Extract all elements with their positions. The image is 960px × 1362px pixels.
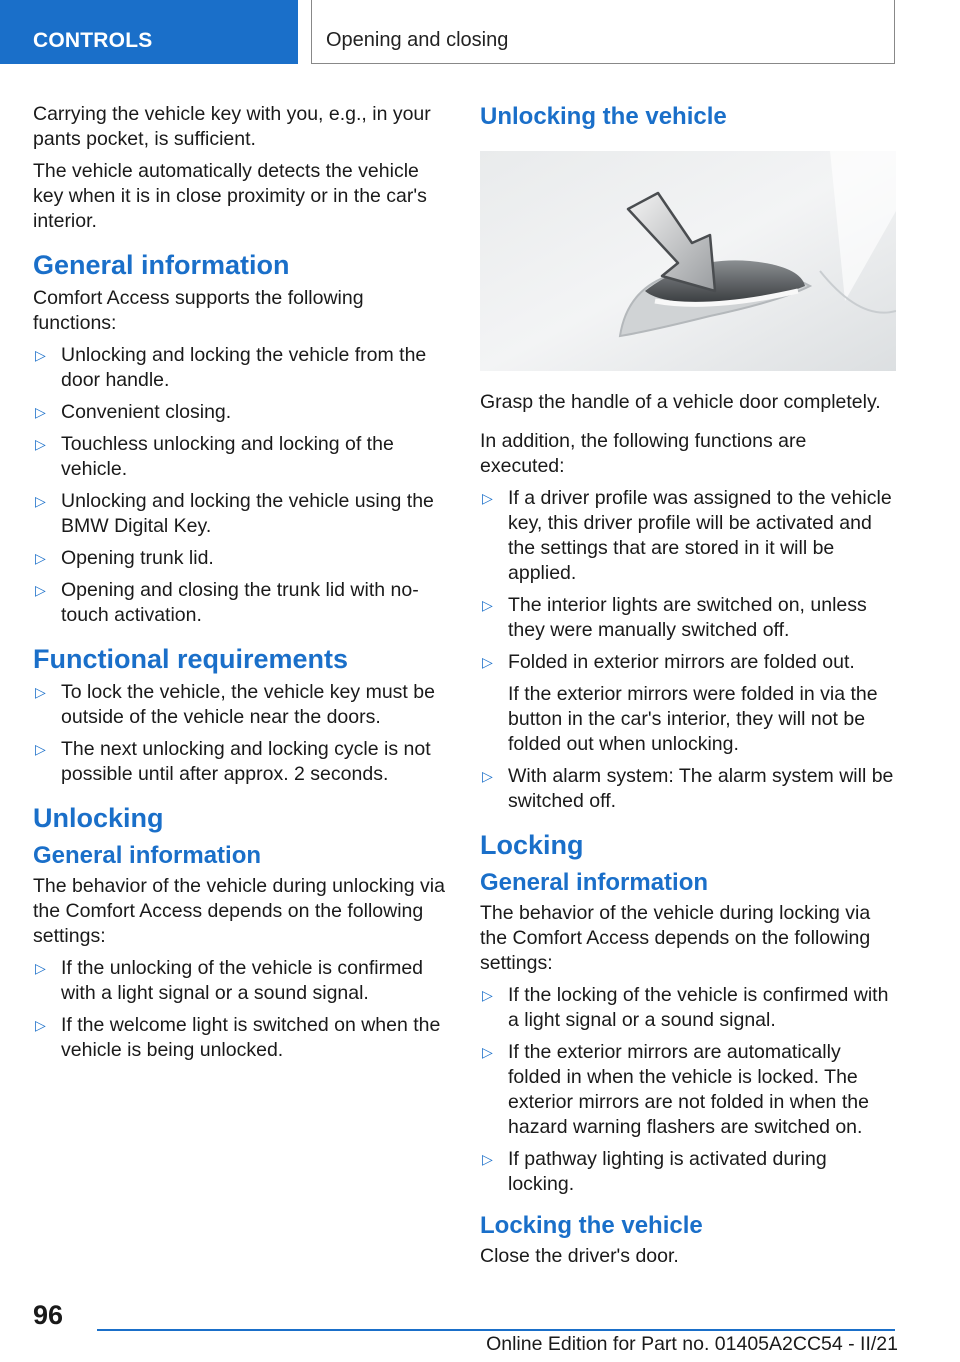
list-item: ▷ Opening trunk lid. <box>35 547 214 569</box>
list-item: ▷ Touchless unlocking and locking of the vehicle. <box>35 433 394 480</box>
intro-paragraph-1: Carrying the vehicle key with you, e.g., in your pants pocket, is sufficient. <box>33 103 431 150</box>
list-item: ▷ If the welcome light is switched on when the vehicle is being unlocked. <box>35 1014 441 1061</box>
list-item: ▷ If pathway lighting is activated during locking. <box>482 1148 827 1195</box>
list-item: ▷ Unlocking and locking the vehicle from the door handle. <box>35 344 427 391</box>
bullet-icon: ▷ <box>482 1044 493 1060</box>
subheading-locking-general: General information <box>480 869 709 896</box>
bullet-icon: ▷ <box>35 741 46 757</box>
unlocking-paragraph: The behavior of the vehicle during unlocking via the Comfort Access depends on the following settings: <box>33 875 445 947</box>
list-item: ▷ If the locking of the vehicle is confirmed with a light signal or a sound signal. <box>482 984 889 1031</box>
bullet-icon: ▷ <box>482 1151 493 1167</box>
list-item: ▷ If the exterior mirrors are automatically folded in when the vehicle is locked. The exterior mirrors are not folded in when the hazard warning flashers are switched on. <box>482 1041 869 1138</box>
general-info-paragraph: Comfort Access supports the following functions: <box>33 287 364 334</box>
lock-vehicle-paragraph: Close the driver's door. <box>480 1245 679 1267</box>
addition-paragraph: In addition, the following functions are executed: <box>480 430 807 477</box>
heading-general-information: General information <box>33 250 290 280</box>
right-column <box>480 102 896 1276</box>
bullet-icon: ▷ <box>482 768 493 784</box>
bullet-icon: ▷ <box>35 1017 46 1033</box>
requirements-list <box>33 680 449 787</box>
bullet-icon: ▷ <box>35 436 46 452</box>
bullet-icon: ▷ <box>35 404 46 420</box>
heading-unlocking: Unlocking <box>33 803 164 833</box>
list-item: ▷ Folded in exterior mirrors are folded out. If the exterior mirrors were folded in via the button in the car's interior, they will not be folded out when unlocking. <box>480 650 896 757</box>
heading-locking: Locking <box>480 830 584 860</box>
functions-list <box>33 343 449 628</box>
footer-divider <box>97 1329 895 1331</box>
list-item: ▷ Convenient closing. <box>35 401 232 423</box>
bullet-icon: ▷ <box>35 347 46 363</box>
page-header-title: Opening and closing <box>311 0 895 64</box>
bullet-icon: ▷ <box>482 987 493 1003</box>
locking-settings-list <box>480 983 896 1197</box>
left-column <box>33 102 449 1071</box>
edition-note: Online Edition for Part no. 01405A2CC54 - II/21 <box>486 1333 898 1355</box>
grasp-paragraph: Grasp the handle of a vehicle door completely. <box>480 391 881 413</box>
door-handle-photo <box>480 151 896 371</box>
list-item: ▷ If a driver profile was assigned to the vehicle key, this driver profile will be activated and the settings that are stored in it will be applied. <box>482 487 892 584</box>
intro-paragraph-2: The vehicle automatically detects the vehicle key when it is in close proximity or in the car's interior. <box>33 160 427 232</box>
unlocking-settings-list <box>33 956 449 1063</box>
heading-functional-requirements: Functional requirements <box>33 644 349 674</box>
subheading-unlocking-general: General information <box>33 842 262 869</box>
bullet-icon: ▷ <box>35 493 46 509</box>
mirror-note: If the exterior mirrors were folded in via the button in the car's interior, they will not be folded out when unlocking. <box>508 683 878 755</box>
heading-unlocking-vehicle: Unlocking the vehicle <box>480 103 727 130</box>
bullet-icon: ▷ <box>482 490 493 506</box>
page-number: 96 <box>33 1300 64 1330</box>
bullet-icon: ▷ <box>35 550 46 566</box>
list-item: ▷ With alarm system: The alarm system will be switched off. <box>482 765 894 812</box>
list-item: ▷ Unlocking and locking the vehicle using the BMW Digital Key. <box>35 490 434 537</box>
bullet-icon: ▷ <box>35 960 46 976</box>
section-tab: CONTROLS <box>0 0 298 64</box>
heading-locking-vehicle: Locking the vehicle <box>480 1212 703 1239</box>
bullet-icon: ▷ <box>482 654 493 670</box>
bullet-icon: ▷ <box>35 684 46 700</box>
locking-paragraph: The behavior of the vehicle during locking via the Comfort Access depends on the following settings: <box>480 902 871 974</box>
list-item: ▷ The interior lights are switched on, unless they were manually switched off. <box>482 594 867 641</box>
list-item: ▷ If the unlocking of the vehicle is confirmed with a light signal or a sound signal. <box>35 957 424 1004</box>
unlock-functions-list <box>480 486 896 814</box>
bullet-icon: ▷ <box>35 582 46 598</box>
list-item: ▷ To lock the vehicle, the vehicle key must be outside of the vehicle near the doors. <box>35 681 435 728</box>
bullet-icon: ▷ <box>482 597 493 613</box>
list-item: ▷ Opening and closing the trunk lid with no-touch activation. <box>35 579 419 626</box>
list-item: ▷ The next unlocking and locking cycle is not possible until after approx. 2 seconds. <box>35 738 431 785</box>
